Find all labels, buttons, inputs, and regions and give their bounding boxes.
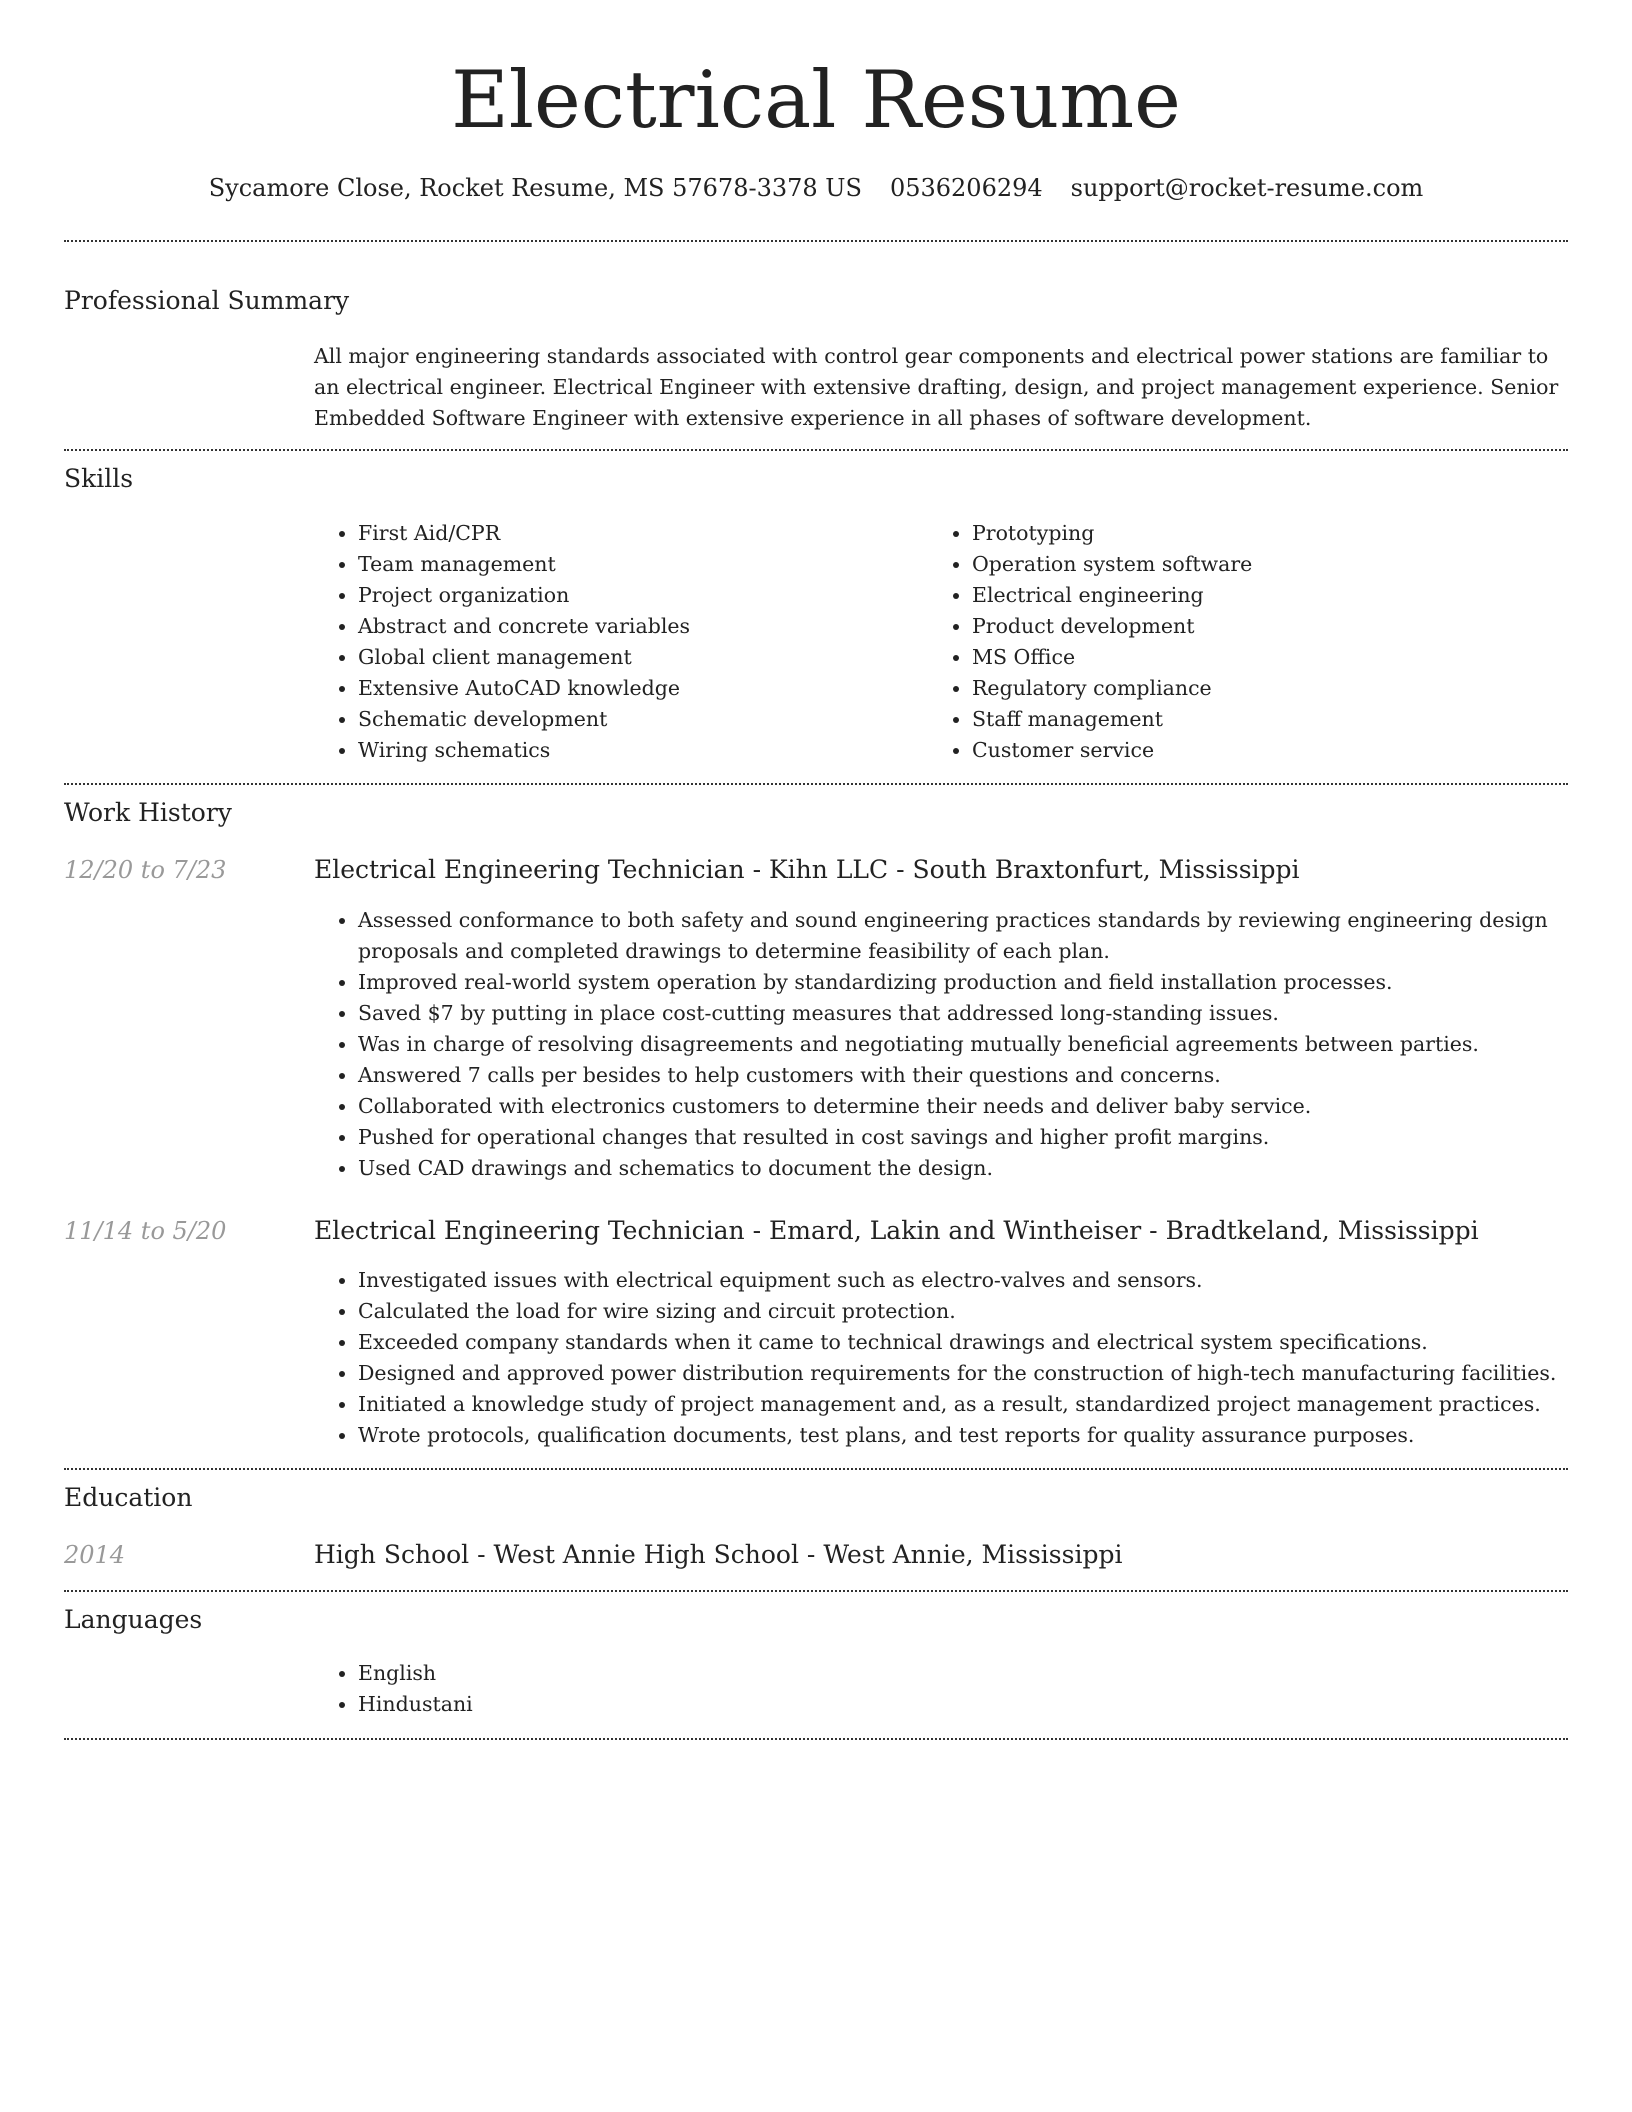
skill-item: • Schematic development — [358, 704, 918, 735]
job-bullet: • Initiated a knowledge study of project management and, as a result, standardized project management practices. — [358, 1389, 1608, 1420]
job-dates: 12/20 to 7/23 — [64, 856, 227, 884]
job-bullet: • Collaborated with electronics customers to determine their needs and deliver baby service. — [358, 1091, 1568, 1122]
skill-item: • Project organization — [358, 580, 918, 611]
skill-item: • Wiring schematics — [358, 735, 918, 766]
job-dates: 11/14 to 5/20 — [64, 1217, 227, 1245]
skill-item: • Abstract and concrete variables — [358, 611, 918, 642]
section-divider — [64, 240, 1568, 242]
education-school: West Annie High School — [493, 1540, 799, 1569]
summary-text: All major engineering standards associated with control gear components and electrical power stations are familiar to an electrical engineer. Electrical Engineer with extensive drafting, design, and project management experience. Senior Embedded Software Engineer with extensive experience in all phases of software development. — [314, 344, 1559, 430]
separator: - — [469, 1540, 494, 1569]
job-bullet: • Wrote protocols, qualification documents, test plans, and test reports for quality assurance purposes. — [358, 1420, 1608, 1451]
job-bullet: • Answered 7 calls per besides to help customers with their questions and concerns. — [358, 1060, 1568, 1091]
work-heading: Work History — [64, 798, 232, 827]
job-bullet: • Improved real-world system operation by standardizing production and field installation processes. — [358, 967, 1568, 998]
separator: - — [888, 855, 913, 884]
job-company: Emard, Lakin and Wintheiser — [769, 1216, 1142, 1245]
section-divider — [64, 1590, 1568, 1592]
languages-list — [314, 1658, 958, 1720]
skills-list-right — [928, 518, 1572, 766]
job-bullet: • Designed and approved power distribution requirements for the construction of high-tech manufacturing facilities. — [358, 1358, 1608, 1389]
job-bullets — [314, 905, 1568, 1184]
job-bullet: • Pushed for operational changes that resulted in cost savings and higher profit margins. — [358, 1122, 1568, 1153]
skill-item: • Prototyping — [972, 518, 1572, 549]
contact-line — [64, 172, 1568, 204]
skill-item: • Global client management — [358, 642, 918, 673]
job-heading — [314, 853, 1564, 887]
job-location: South Braxtonfurt, Mississippi — [912, 855, 1300, 884]
language-item: • English — [358, 1658, 958, 1689]
separator: - — [1141, 1216, 1166, 1245]
languages-heading: Languages — [64, 1605, 203, 1634]
section-divider — [64, 1738, 1568, 1740]
job-bullet: • Assessed conformance to both safety and sound engineering practices standards by reviewing engineering design proposals and completed drawings to determine feasibility of each plan. — [358, 905, 1568, 967]
separator: - — [798, 1540, 824, 1569]
education-location: West Annie, Mississippi — [823, 1540, 1123, 1569]
separator: - — [744, 855, 769, 884]
section-divider — [64, 449, 1568, 451]
skill-item: • Electrical engineering — [972, 580, 1572, 611]
skill-item: • MS Office — [972, 642, 1572, 673]
job-bullets — [314, 1265, 1608, 1451]
section-divider — [64, 1468, 1568, 1470]
education-heading: Education — [64, 1483, 193, 1512]
job-bullet: • Exceeded company standards when it came to technical drawings and electrical system specifications. — [358, 1327, 1608, 1358]
job-bullet: • Calculated the load for wire sizing and circuit protection. — [358, 1296, 1608, 1327]
skill-item: • Regulatory compliance — [972, 673, 1572, 704]
summary-heading: Professional Summary — [64, 286, 350, 315]
job-company: Kihn LLC — [769, 855, 889, 884]
education-heading-line — [314, 1538, 1564, 1572]
job-bullet: • Investigated issues with electrical equipment such as electro-valves and sensors. — [358, 1265, 1608, 1296]
job-bullet: • Was in charge of resolving disagreements and negotiating mutually beneficial agreements between parties. — [358, 1029, 1568, 1060]
education-degree: High School — [314, 1540, 470, 1569]
job-title: Electrical Engineering Technician — [314, 1216, 745, 1245]
skill-item: • First Aid/CPR — [358, 518, 918, 549]
skill-item: • Operation system software — [972, 549, 1572, 580]
separator: - — [744, 1216, 769, 1245]
skills-list-left — [314, 518, 918, 766]
job-heading — [314, 1214, 1564, 1248]
skill-item: • Staff management — [972, 704, 1572, 735]
skill-item: • Extensive AutoCAD knowledge — [358, 673, 918, 704]
job-bullet: • Used CAD drawings and schematics to document the design. — [358, 1153, 1568, 1184]
language-item: • Hindustani — [358, 1689, 958, 1720]
education-year: 2014 — [64, 1541, 126, 1569]
job-bullet: • Saved $7 by putting in place cost-cutting measures that addressed long-standing issues. — [358, 998, 1568, 1029]
skill-item: • Product development — [972, 611, 1572, 642]
section-divider — [64, 783, 1568, 785]
skill-item: • Team management — [358, 549, 918, 580]
job-location: Bradtkeland, Mississippi — [1165, 1216, 1479, 1245]
contact-email: support@rocket-resume.com — [1070, 174, 1424, 202]
skill-item: • Customer service — [972, 735, 1572, 766]
contact-phone: 0536206294 — [889, 174, 1043, 202]
skills-heading: Skills — [64, 464, 134, 493]
contact-address: Sycamore Close, Rocket Resume, MS 57678-3378 US — [208, 174, 862, 202]
job-title: Electrical Engineering Technician — [314, 855, 745, 884]
resume-name: Electrical Resume — [451, 54, 1181, 146]
